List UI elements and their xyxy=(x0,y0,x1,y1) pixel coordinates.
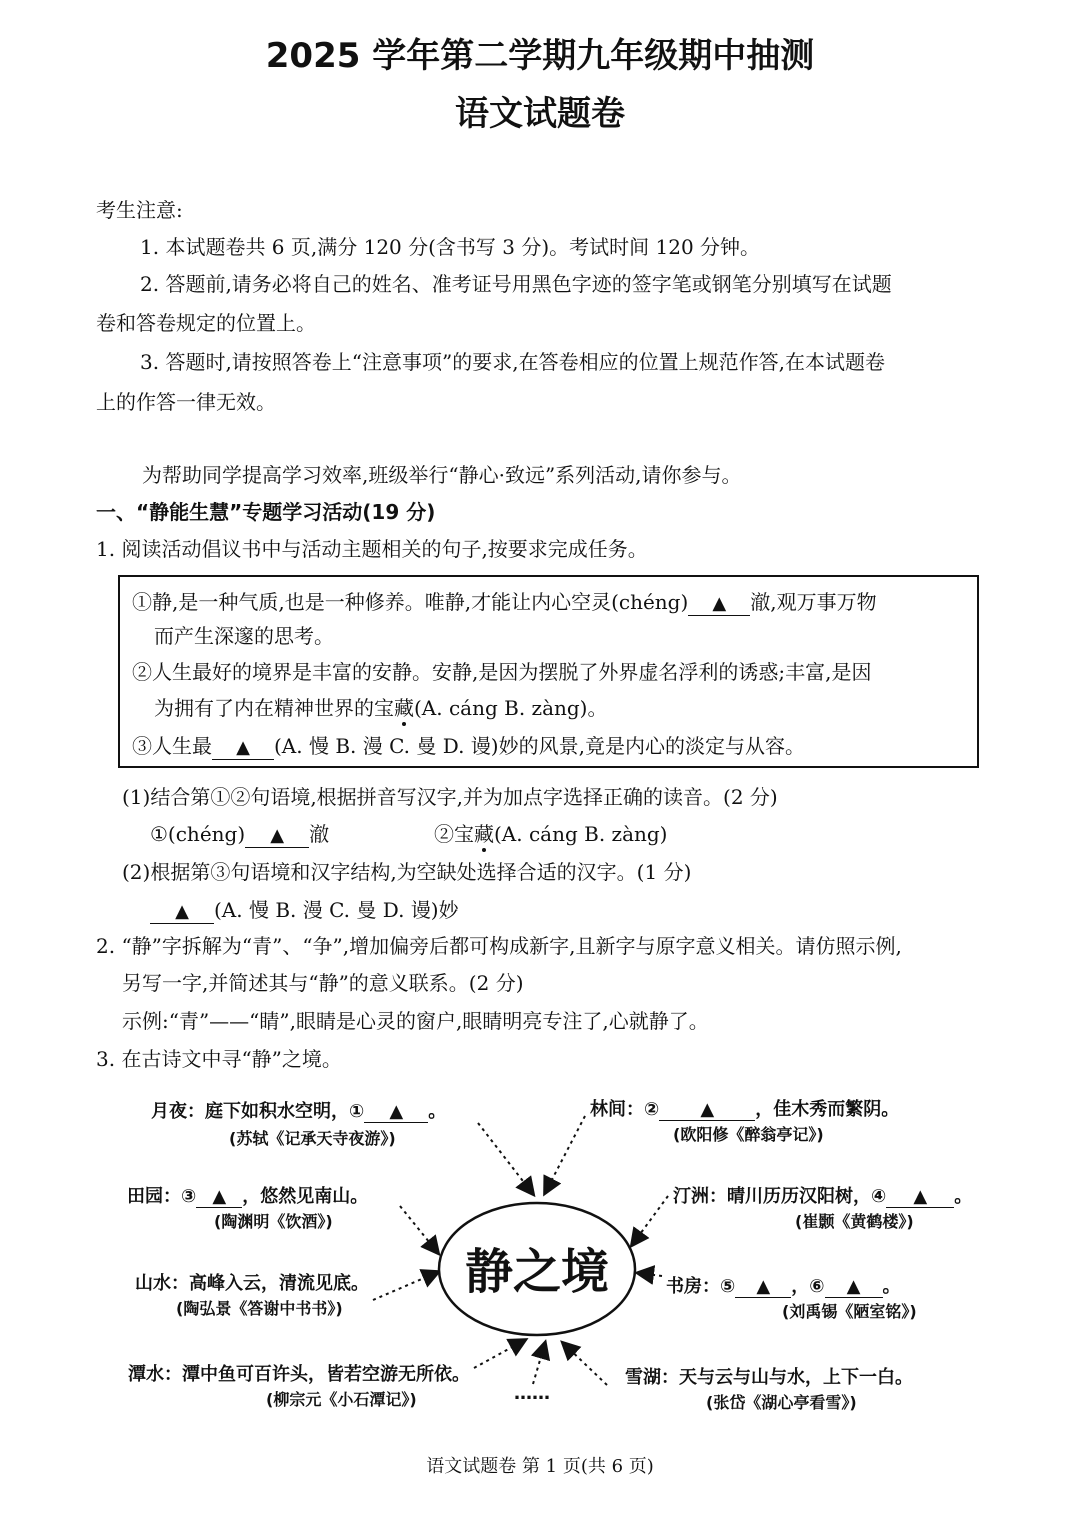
node-xuehu-source: (张岱《湖心亭看雪》) xyxy=(706,1393,857,1412)
arrow-xuehu xyxy=(563,1343,607,1385)
fill-blank[interactable]: ▲ xyxy=(659,1099,755,1121)
notice-item-2-cont: 卷和答卷规定的位置上。 xyxy=(96,311,316,335)
arrow-linjian xyxy=(545,1116,585,1193)
arrow-yueye xyxy=(478,1123,533,1194)
fill-blank[interactable]: ▲ xyxy=(364,1101,428,1123)
question-2-line-1: 2. “静”字拆解为“青”、“争”,增加偏旁后都可构成新字,且新字与原字意义相关。请仿照示例, xyxy=(96,934,902,958)
subquestion-1-answer-b: ②宝藏(A. cáng B. zàng) xyxy=(434,822,668,846)
node-yueye-source: (苏轼《记承天寺夜游》) xyxy=(229,1129,396,1148)
fill-blank[interactable]: ▲ xyxy=(825,1276,883,1298)
arrow-tianyuan xyxy=(400,1206,438,1253)
subquestion-1-answer-a: ①(chéng) ▲ 澈 xyxy=(150,822,330,846)
node-linjian-source: (欧阳修《醉翁亭记》) xyxy=(673,1125,824,1144)
fill-blank[interactable]: ▲ xyxy=(245,825,309,848)
exam-subtitle: 语文试题卷 xyxy=(455,94,625,134)
node-tingzhou: 汀洲：晴川历历汉阳树，④ ▲ 。 xyxy=(673,1186,973,1207)
fill-blank[interactable]: ▲ xyxy=(886,1186,954,1208)
section-1-heading: 一、“静能生慧”专题学习活动(19 分) xyxy=(96,500,436,524)
notice-item-1: 1. 本试题卷共 6 页,满分 120 分(含书写 3 分)。考试时间 120 分钟。 xyxy=(140,235,761,259)
arrow-tingzhou xyxy=(632,1196,668,1245)
dotted-char: 藏 xyxy=(394,696,414,720)
notice-item-2: 2. 答题前,请务必将自己的姓名、准考证号用黑色字迹的签字笔或钢笔分别填写在试题 xyxy=(140,272,892,296)
fill-blank[interactable]: ▲ xyxy=(735,1276,791,1298)
question-3-stem: 3. 在古诗文中寻“静”之境。 xyxy=(96,1047,342,1071)
quote-sentence-2: ②人生最好的境界是丰富的安静。安静,是因为摆脱了外界虚名浮利的诱惑;丰富,是因 xyxy=(132,660,872,684)
node-ellipsis: …… xyxy=(514,1383,550,1404)
subquestion-1-stem: (1)结合第①②句语境,根据拼音写汉字,并为加点字选择正确的读音。(2 分) xyxy=(122,785,778,809)
question-1-stem: 1. 阅读活动倡议书中与活动主题相关的句子,按要求完成任务。 xyxy=(96,537,648,561)
fill-blank[interactable]: ▲ xyxy=(196,1186,242,1208)
mindmap-center-label: 静之境 xyxy=(464,1244,609,1300)
fill-blank[interactable]: ▲ xyxy=(150,901,214,924)
notice-item-3-cont: 上的作答一律无效。 xyxy=(96,390,276,414)
activity-intro: 为帮助同学提高学习效率,班级举行“静心·致远”系列活动,请你参与。 xyxy=(142,463,742,487)
quote-sentence-2-cont: 为拥有了内在精神世界的宝藏(A. cáng B. zàng)。 xyxy=(154,696,608,720)
question-2-example: 示例:“青”——“睛”,眼睛是心灵的窗户,眼睛明亮专注了,心就静了。 xyxy=(122,1009,709,1033)
arrow-tanshui xyxy=(474,1340,525,1368)
node-tanshui: 潭水：潭中鱼可百许头，皆若空游无所依。 xyxy=(128,1364,470,1385)
node-shanshui: 山水：高峰入云，清流见底。 xyxy=(135,1273,369,1294)
node-linjian: 林间：② ▲ ，佳木秀而繁阴。 xyxy=(590,1099,900,1120)
quote-sentence-1: ①静,是一种气质,也是一种修养。唯静,才能让内心空灵(chéng) ▲ 澈,观万事万物 xyxy=(132,590,877,614)
quote-sentence-1-cont: 而产生深邃的思考。 xyxy=(154,624,334,648)
node-tanshui-source: (柳宗元《小石潭记》) xyxy=(266,1390,417,1409)
node-yueye: 月夜：庭下如积水空明，① ▲ 。 xyxy=(151,1101,447,1122)
node-shufang: 书房：⑤ ▲ ，⑥ ▲ 。 xyxy=(666,1276,901,1297)
fill-blank[interactable]: ▲ xyxy=(212,737,274,760)
node-xuehu: 雪湖：天与云与山与水，上下一白。 xyxy=(625,1367,913,1388)
arrow-shanshui xyxy=(373,1272,438,1300)
quote-sentence-3: ③人生最 ▲ (A. 慢 B. 漫 C. 曼 D. 谩)妙的风景,竟是内心的淡定与从容。 xyxy=(132,734,805,758)
fill-blank[interactable]: ▲ xyxy=(688,593,750,616)
node-shufang-source: (刘禹锡《陋室铭》) xyxy=(782,1302,917,1321)
dotted-char: 藏 xyxy=(474,822,494,846)
subquestion-2-answer: ▲ (A. 慢 B. 漫 C. 曼 D. 谩)妙 xyxy=(150,898,459,924)
arrow-shufang xyxy=(638,1273,662,1276)
node-tingzhou-source: (崔颢《黄鹤楼》) xyxy=(795,1212,914,1231)
notice-heading: 考生注意: xyxy=(96,198,183,222)
question-2-line-2: 另写一字,并简述其与“静”的意义联系。(2 分) xyxy=(122,971,524,995)
arrow-ellipsis xyxy=(533,1343,545,1384)
node-shanshui-source: (陶弘景《答谢中书书》) xyxy=(176,1299,343,1318)
node-tianyuan-source: (陶渊明《饮酒》) xyxy=(214,1212,333,1231)
notice-item-3: 3. 答题时,请按照答卷上“注意事项”的要求,在答卷相应的位置上规范作答,在本试题卷 xyxy=(140,350,885,374)
node-tianyuan: 田园：③ ▲ ，悠然见南山。 xyxy=(127,1186,369,1207)
page-footer: 语文试题卷 第 1 页(共 6 页) xyxy=(426,1456,654,1477)
exam-title: 2025 学年第二学期九年级期中抽测 xyxy=(265,36,815,76)
subquestion-2-stem: (2)根据第③句语境和汉字结构,为空缺处选择合适的汉字。(1 分) xyxy=(122,860,692,884)
